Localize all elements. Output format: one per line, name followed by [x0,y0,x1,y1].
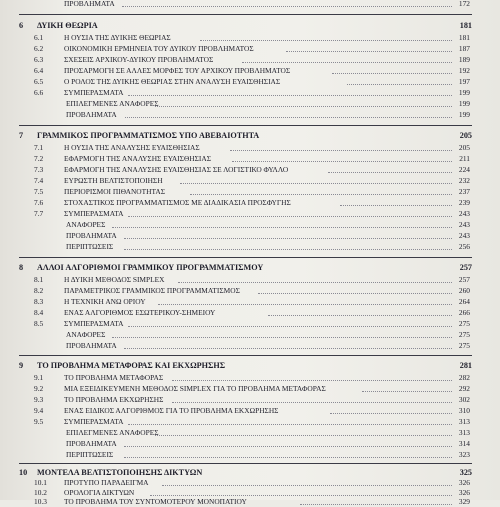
entry-number: 6.2 [34,44,44,53]
dot-leader [200,40,452,41]
dot-leader [128,326,452,327]
entry-number: 7.2 [34,154,44,163]
dot-leader [172,402,452,403]
dot-leader [155,435,452,436]
entry-page: 256 [458,242,470,251]
entry-title: Η ΟΥΣΙΑ ΤΗΣ ΑΝΑΛΥΣΗΣ ΕΥΑΙΣΘΗΣΙΑΣ [64,143,200,152]
dot-leader [330,413,452,414]
chapter-page: 205 [459,131,472,140]
toc-entry [0,165,500,175]
toc-entry [0,308,500,318]
entry-number: 9.3 [34,395,44,404]
dot-leader [268,315,452,316]
toc-entry [0,198,500,208]
chapter-heading [0,262,500,274]
entry-title: ΟΡΟΛΟΓΙΑ ΔΙΚΤΥΩΝ [64,488,135,497]
entry-title: ΠΡΟΒΛΗΜΑΤΑ [66,231,117,240]
toc-entry [0,406,500,416]
entry-title: ΠΡΟΒΛΗΜΑΤΑ [66,110,117,119]
entry-page: 282 [458,373,470,382]
dot-leader [286,51,452,52]
entry-title: ΣΥΜΠΕΡΑΣΜΑΤΑ [64,88,124,97]
dot-leader [124,249,452,250]
toc-entry [0,428,500,438]
dot-leader [340,205,452,206]
dot-leader [190,194,452,195]
entry-title: ΣΥΜΠΕΡΑΣΜΑΤΑ [64,209,124,218]
entry-page: 199 [458,88,470,97]
entry-number: 6.6 [34,88,44,97]
chapter-divider [19,355,472,356]
entry-title: ΕΦΑΡΜΟΓΗ ΤΗΣ ΑΝΑΛΥΣΗΣ ΕΥΑΙΣΘΗΣΙΑΣ [64,154,212,163]
entry-title: ΠΡΟΣΑΡΜΟΓΗ ΣΕ ΑΛΛΕΣ ΜΟΡΦΕΣ ΤΟΥ ΑΡΧΙΚΟΥ ΠΡΟΒΛΗΜΑΤΟΣ [64,66,291,75]
toc-entry [0,187,500,197]
entry-page: 224 [458,165,470,174]
entry-page: 329 [458,497,470,506]
entry-number: 7.6 [34,198,44,207]
toc-entry [0,242,500,252]
entry-title: ΠΑΡΑΜΕΤΡΙΚΟΣ ΓΡΑΜΜΙΚΟΣ ΠΡΟΓΡΑΜΜΑΤΙΣΜΟΣ [64,286,240,295]
entry-page: 260 [458,286,470,295]
entry-page: 211 [459,154,470,163]
entry-page: 205 [458,143,470,152]
chapter-divider [19,14,472,15]
entry-number: 8.5 [34,319,44,328]
dot-leader [124,457,452,458]
toc-entry [0,286,500,296]
chapter-title: ΓΡΑΜΜΙΚΟΣ ΠΡΟΓΡΑΜΜΑΤΙΣΜΟΣ ΥΠΟ ΑΒΕΒΑΙΟΤΗΤΑ [37,131,260,140]
entry-title: ΠΡΟΒΛΗΜΑΤΑ [66,439,117,448]
entry-page: 292 [458,384,470,393]
entry-page: 275 [458,319,470,328]
toc-entry [0,231,500,241]
entry-page: 237 [458,187,470,196]
entry-page: 199 [458,99,470,108]
toc-entry [0,330,500,340]
dot-leader [332,73,452,74]
entry-number: 7.4 [34,176,44,185]
chapter-divider [19,463,472,464]
entry-page: 243 [458,209,470,218]
entry-page: 310 [458,406,470,415]
entry-title: ΠΕΡΙΠΤΩΣΕΙΣ [66,242,114,251]
dot-leader [124,348,452,349]
entry-title: Η ΔΥΙΚΗ ΜΕΘΟΔΟΣ SIMPLEX [64,275,165,284]
toc-entry [0,417,500,427]
entry-page: 192 [458,66,470,75]
entry-page: 266 [458,308,470,317]
chapter-title: ΔΥΙΚΗ ΘΕΩΡΙΑ [37,21,98,30]
toc-entry [0,275,500,285]
entry-title: ΑΝΑΦΟΡΕΣ [66,330,106,339]
entry-page: 275 [458,330,470,339]
entry-page: 197 [458,77,470,86]
entry-title: ΠΡΟΒΛΗΜΑΤΑ [64,0,115,8]
entry-title: ΠΡΟΤΥΠΟ ΠΑΡΑΔΕΙΓΜΑ [64,478,149,487]
entry-number: 9.4 [34,406,44,415]
toc-entry [0,220,500,230]
toc-entry-top [0,0,500,9]
chapter-page: 257 [459,263,472,272]
dot-leader [232,161,452,162]
entry-number: 7.3 [34,165,44,174]
entry-page: 243 [458,220,470,229]
toc-entry [0,439,500,449]
entry-page: 189 [458,55,470,64]
entry-page: 326 [458,478,470,487]
chapter-page: 281 [459,361,472,370]
chapter-heading [0,360,500,372]
chapter-title: ΑΛΛΟΙ ΑΛΓΟΡΙΘΜΟΙ ΓΡΑΜΜΙΚΟΥ ΠΡΟΓΡΑΜΜΑΤΙΣΜΟΥ [37,263,264,272]
entry-number: 8.2 [34,286,44,295]
entry-page: 314 [458,439,470,448]
chapter-number: 8 [19,263,24,272]
entry-number: 6.4 [34,66,44,75]
dot-leader [230,150,452,151]
entry-title: ΤΟ ΠΡΟΒΛΗΜΑ ΤΟΥ ΣΥΝΤΟΜΟΤΕΡΟΥ ΜΟΝΟΠΑΤΙΟΥ [64,497,247,506]
dot-leader [128,95,452,96]
chapter-divider [19,257,472,258]
toc-entry [0,110,500,120]
chapter-number: 7 [19,131,24,140]
entry-number: 9.2 [34,384,44,393]
entry-title: ΤΟ ΠΡΟΒΛΗΜΑ ΕΚΧΩΡΗΣΗΣ [64,395,164,404]
entry-page: 313 [458,417,470,426]
chapter-number: 6 [19,21,24,30]
entry-page: 243 [458,231,470,240]
dot-leader [362,391,452,392]
entry-page: 181 [458,33,470,42]
entry-title: ΕΥΡΩΣΤΗ ΒΕΛΤΙΣΤΟΠΟΙΗΣΗ [64,176,163,185]
entry-title: Ο ΡΟΛΟΣ ΤΗΣ ΔΥΙΚΗΣ ΘΕΩΡΙΑΣ ΣΤΗΝ ΑΝΑΛΥΣΗ ΕΥΑΙΣΘΗΣΙΑΣ [64,77,281,86]
entry-page: 313 [458,428,470,437]
dot-leader [158,304,452,305]
dot-leader [258,293,452,294]
dot-leader [178,282,452,283]
entry-number: 10.3 [34,497,47,506]
dot-leader [112,337,452,338]
toc-entry [0,33,500,43]
entry-title: Η ΟΥΣΙΑ ΤΗΣ ΔΥΙΚΗΣ ΘΕΩΡΙΑΣ [64,33,171,42]
entry-page: 239 [458,198,470,207]
dot-leader [150,495,452,496]
entry-title: ΟΙΚΟΝΟΜΙΚΗ ΕΡΜΗΝΕΙΑ ΤΟΥ ΔΥΙΚΟΥ ΠΡΟΒΛΗΜΑΤΟΣ [64,44,254,53]
entry-number: 7.1 [34,143,44,152]
toc-entry [0,44,500,54]
entry-title: Η ΤΕΧΝΙΚΗ ΑΝΩ ΟΡΙΟΥ [64,297,146,306]
entry-title: ΕΦΑΡΜΟΓΗ ΤΗΣ ΑΝΑΛΥΣΗΣ ΕΥΑΙΣΘΗΣΙΑΣ ΣΕ ΛΟΓΙΣΤΙΚΟ ΦΥΛΛΟ [64,165,289,174]
entry-number: 9.5 [34,417,44,426]
toc-entry [0,497,500,507]
entry-page: 302 [458,395,470,404]
toc-entry [0,55,500,65]
chapter-number: 10 [19,468,28,477]
chapter-page: 325 [459,468,472,477]
dot-leader [347,84,452,85]
dot-leader [242,62,452,63]
entry-title: ΕΝΑΣ ΑΛΓΟΡΙΘΜΟΣ ΕΣΩΤΕΡΙΚΟΥ-ΣΗΜΕΙΟΥ [64,308,216,317]
dot-leader [124,446,452,447]
entry-number: 7.5 [34,187,44,196]
chapter-title: ΤΟ ΠΡΟΒΛΗΜΑ ΜΕΤΑΦΟΡΑΣ ΚΑΙ ΕΚΧΩΡΗΣΗΣ [37,361,226,370]
dot-leader [180,183,452,184]
entry-page: 187 [458,44,470,53]
dot-leader [125,117,452,118]
chapter-page: 181 [459,21,472,30]
toc-entry [0,319,500,329]
entry-number: 8.1 [34,275,44,284]
toc-entry [0,143,500,153]
entry-page: 199 [458,110,470,119]
toc-entry [0,395,500,405]
toc-entry [0,450,500,460]
dot-leader [128,216,452,217]
toc-entry [0,99,500,109]
entry-number: 8.3 [34,297,44,306]
entry-title: ΣΧΕΣΕΙΣ ΑΡΧΙΚΟΥ-ΔΥΙΚΟΥ ΠΡΟΒΛΗΜΑΤΟΣ [64,55,214,64]
dot-leader [128,424,452,425]
dot-leader [112,227,452,228]
entry-number: 9.1 [34,373,44,382]
dot-leader [122,6,452,7]
toc-entry [0,154,500,164]
entry-number: 6.5 [34,77,44,86]
toc-entry [0,77,500,87]
entry-title: ΣΤΟΧΑΣΤΙΚΟΣ ΠΡΟΓΡΑΜΜΑΤΙΣΜΟΣ ΜΕ ΔΙΑΔΙΚΑΣΙΑ ΠΡΟΣΦΥΓΗΣ [64,198,291,207]
dot-leader [172,380,452,381]
toc-entry [0,297,500,307]
entry-number: 8.4 [34,308,44,317]
toc-entry [0,176,500,186]
entry-page: 323 [458,450,470,459]
entry-page: 326 [458,488,470,497]
entry-title: ΣΥΜΠΕΡΑΣΜΑΤΑ [64,319,124,328]
entry-title: ΣΥΜΠΕΡΑΣΜΑΤΑ [64,417,124,426]
chapter-heading [0,20,500,32]
dot-leader [328,172,452,173]
chapter-number: 9 [19,361,24,370]
entry-page: 232 [458,176,470,185]
entry-title: ΑΝΑΦΟΡΕΣ [66,220,106,229]
entry-title: ΠΕΡΙΟΡΙΣΜΟΙ ΠΙΘΑΝΟΤΗΤΑΣ [64,187,166,196]
toc-entry [0,478,500,488]
entry-title: ΠΕΡΙΠΤΩΣΕΙΣ [66,450,114,459]
entry-number: 10.1 [34,478,47,487]
entry-number: 6.1 [34,33,44,42]
toc-entry [0,66,500,76]
entry-page: 264 [458,297,470,306]
dot-leader [300,504,452,505]
entry-page: 275 [458,341,470,350]
toc-entry [0,88,500,98]
chapter-heading [0,130,500,142]
entry-title: ΕΝΑΣ ΕΙΔΙΚΟΣ ΑΛΓΟΡΙΘΜΟΣ ΓΙΑ ΤΟ ΠΡΟΒΛΗΜΑ ΕΚΧΩΡΗΣΗΣ [64,406,279,415]
dot-leader [155,106,452,107]
entry-number: 10.2 [34,488,47,497]
entry-title: ΕΠΙΛΕΓΜΕΝΕΣ ΑΝΑΦΟΡΕΣ [66,428,159,437]
entry-page: 172 [458,0,470,8]
toc-entry [0,384,500,394]
toc-entry [0,341,500,351]
toc-entry [0,373,500,383]
entry-title: ΕΠΙΛΕΓΜΕΝΕΣ ΑΝΑΦΟΡΕΣ [66,99,159,108]
entry-page: 257 [458,275,470,284]
entry-number: 7.7 [34,209,44,218]
dot-leader [162,485,452,486]
entry-title: ΠΡΟΒΛΗΜΑΤΑ [66,341,117,350]
entry-title: ΤΟ ΠΡΟΒΛΗΜΑ ΜΕΤΑΦΟΡΑΣ [64,373,164,382]
toc-entry [0,209,500,219]
entry-number: 6.3 [34,55,44,64]
chapter-divider [19,125,472,126]
dot-leader [124,238,452,239]
entry-title: ΜΙΑ ΕΞΕΙΔΙΚΕΥΜΕΝΗ ΜΕΘΟΔΟΣ SIMPLEX ΓΙΑ ΤΟ ΠΡΟΒΛΗΜΑ ΜΕΤΑΦΟΡΑΣ [64,384,326,393]
chapter-title: ΜΟΝΤΕΛΑ ΒΕΛΤΙΣΤΟΠΟΙΗΣΗΣ ΔΙΚΤΥΩΝ [37,468,203,477]
